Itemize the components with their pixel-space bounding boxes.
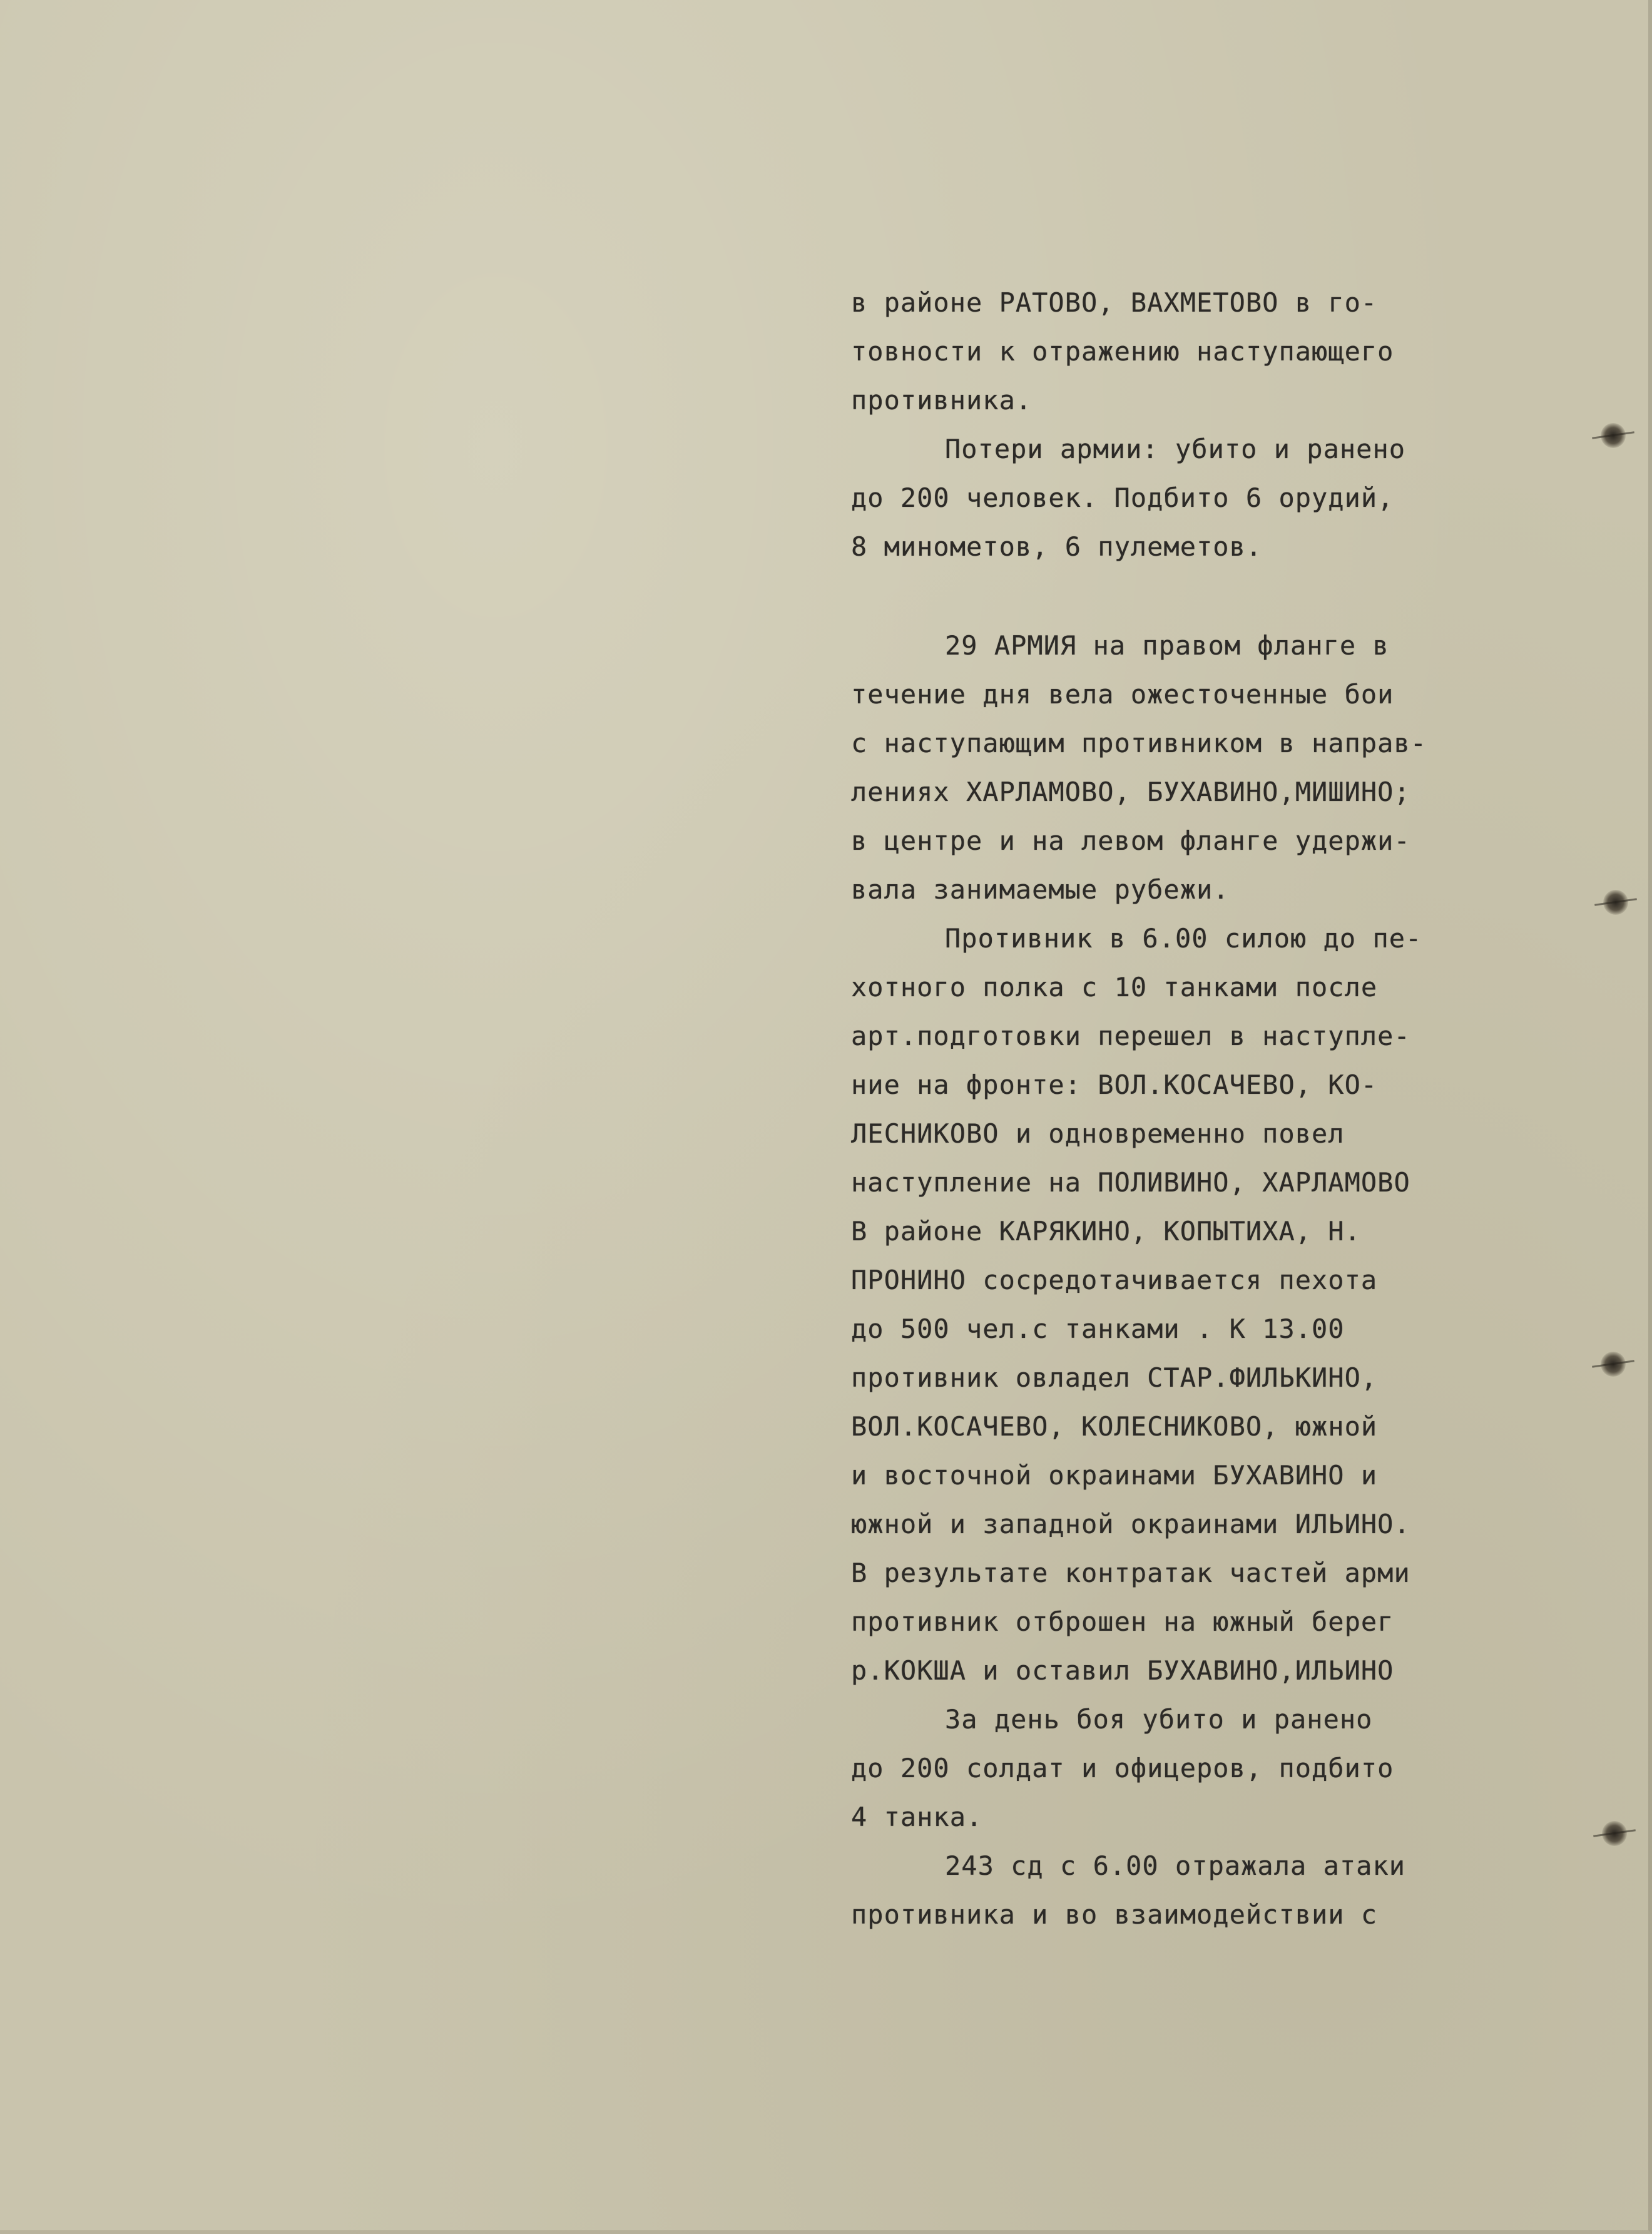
text-line: Противник в 6.00 силою до пе- — [945, 923, 1422, 954]
text-line: вала занимаемые рубежи. — [851, 874, 1230, 905]
text-line: р.КОКША и оставил БУХАВИНО,ИЛЬИНО — [851, 1655, 1394, 1686]
text-line: Потери армии: убито и ранено — [945, 434, 1406, 464]
binder-hole-2 — [1603, 890, 1628, 915]
text-line: 29 АРМИЯ на правом фланге в — [945, 630, 1389, 661]
text-line: противника. — [851, 385, 1032, 416]
text-line: В районе КАРЯКИНО, КОПЫТИХА, Н. — [851, 1216, 1361, 1247]
text-line: южной и западной окраинами ИЛЬИНО. — [851, 1509, 1410, 1539]
text-line: до 500 чел.с танками . К 13.00 — [851, 1313, 1345, 1344]
binder-hole-1 — [1601, 423, 1626, 448]
text-line: противник отброшен на южный берег — [851, 1606, 1394, 1637]
text-line: в районе РАТОВО, ВАХМЕТОВО в го- — [851, 287, 1378, 318]
text-line: противник овладел СТАР.ФИЛЬКИНО, — [851, 1362, 1378, 1393]
text-line: с наступающим противником в направ- — [851, 728, 1427, 758]
text-line: лениях ХАРЛАМОВО, БУХАВИНО,МИШИНО; — [851, 777, 1410, 807]
text-line: в центре и на левом фланге удержи- — [851, 825, 1410, 856]
text-line: до 200 солдат и офицеров, подбито — [851, 1753, 1394, 1783]
text-line: ЛЕСНИКОВО и одновременно повел — [851, 1118, 1345, 1149]
text-line: арт.подготовки перешел в наступле- — [851, 1021, 1410, 1051]
text-line: 4 танка. — [851, 1802, 983, 1832]
text-line: ПРОНИНО сосредотачивается пехота — [851, 1265, 1378, 1295]
text-line: ние на фронте: ВОЛ.КОСАЧЕВО, КО- — [851, 1069, 1378, 1100]
text-line: до 200 человек. Подбито 6 орудий, — [851, 482, 1394, 513]
binder-hole-4 — [1602, 1821, 1627, 1846]
text-line: хотного полка с 10 танками после — [851, 972, 1378, 1002]
text-line: противника и во взаимодействии с — [851, 1899, 1378, 1930]
text-line: В результате контратак частей арми — [851, 1558, 1410, 1588]
text-line: За день боя убито и ранено — [945, 1704, 1373, 1735]
binder-hole-3 — [1601, 1352, 1626, 1377]
paragraph-gap — [851, 571, 1571, 621]
text-line: течение дня вела ожесточенные бои — [851, 679, 1394, 710]
text-line: 8 минометов, 6 пулеметов. — [851, 531, 1263, 562]
text-line: товности к отражению наступающего — [851, 336, 1394, 367]
text-line: наступление на ПОЛИВИНО, ХАРЛАМОВО — [851, 1167, 1410, 1198]
text-line: 243 сд с 6.00 отражала атаки — [945, 1850, 1406, 1881]
text-line: и восточной окраинами БУХАВИНО и — [851, 1460, 1378, 1491]
typewritten-report-text — [851, 278, 1571, 1939]
text-line: ВОЛ.КОСАЧЕВО, КОЛЕСНИКОВО, южной — [851, 1411, 1378, 1442]
